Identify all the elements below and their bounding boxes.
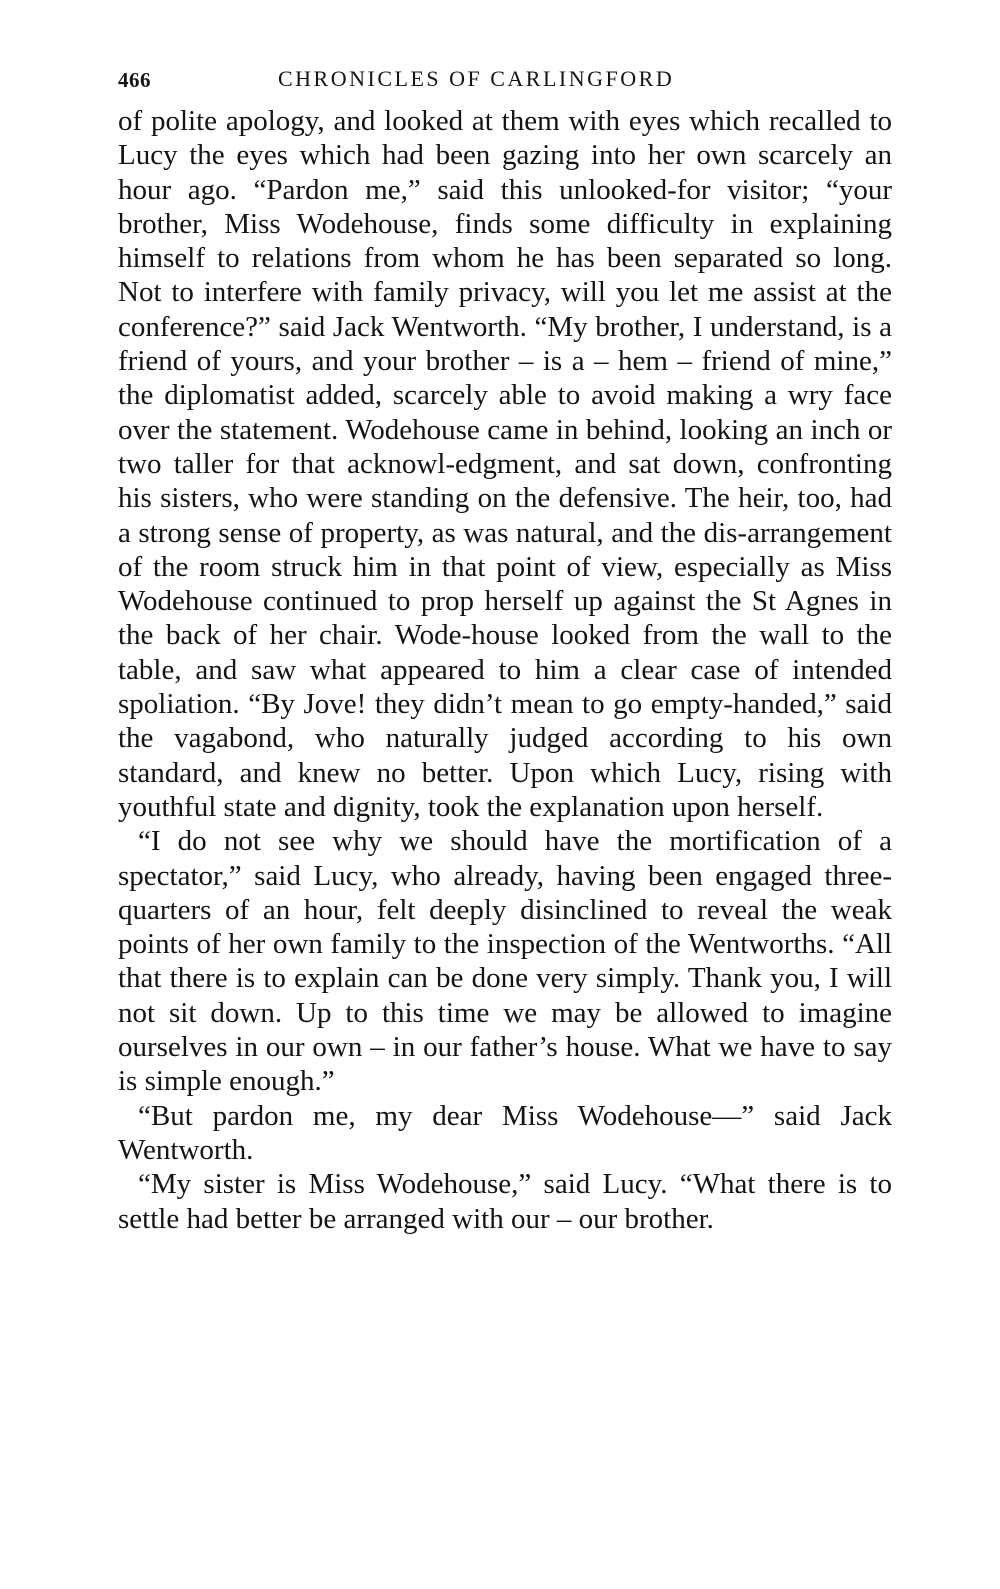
- paragraph-3: “But pardon me, my dear Miss Wodehouse—” said Jack Wentworth.: [118, 1099, 892, 1166]
- book-page: [118, 64, 892, 1236]
- page-header: [118, 64, 892, 100]
- paragraph-1: of polite apology, and looked at them with eyes which recalled to Lucy the eyes which had been gazing into her own scarcely an hour ago. “Pardon me,” said this unlooked-for visitor; “your brother, Miss Wodehouse, finds some difficulty in explaining himself to relations from whom he has been separated so long. Not to interfere with family privacy, will you let me assist at the conference?” said Jack Wentworth. “My brother, I understand, is a friend of yours, and your brother – is a – hem – friend of mine,” the diplomatist added, scarcely able to avoid making a wry face over the statement. Wodehouse came in behind, looking an inch or two taller for that acknowl-edgment, and sat down, confronting his sisters, who were standing on the defensive. The heir, too, had a strong sense of property, as was natural, and the dis-arrangement of the room struck him in that point of view, especially as Miss Wodehouse continued to prop herself up against the St Agnes in the back of her chair. Wode-house looked from the wall to the table, and saw what appeared to him a clear case of intended spoliation. “By Jove! they didn’t mean to go empty-handed,” said the vagabond, who naturally judged according to his own standard, and knew no better. Upon which Lucy, rising with youthful state and dignity, took the explanation upon herself.: [118, 105, 892, 823]
- body-text: [118, 104, 892, 1236]
- paragraph-2: “I do not see why we should have the mortification of a spectator,” said Lucy, who already, having been engaged three-quarters of an hour, felt deeply disinclined to reveal the weak points of her own family to the inspection of the Wentworths. “All that there is to explain can be done very simply. Thank you, I will not sit down. Up to this time we may be allowed to imagine ourselves in our own – in our father’s house. What we have to say is simple enough.”: [118, 825, 892, 1098]
- running-head: CHRONICLES OF CARLINGFORD: [278, 66, 675, 91]
- page-number: 466: [118, 68, 151, 92]
- paragraph-4: “My sister is Miss Wodehouse,” said Lucy. “What there is to settle had better be arranged with our – our brother.: [118, 1168, 892, 1235]
